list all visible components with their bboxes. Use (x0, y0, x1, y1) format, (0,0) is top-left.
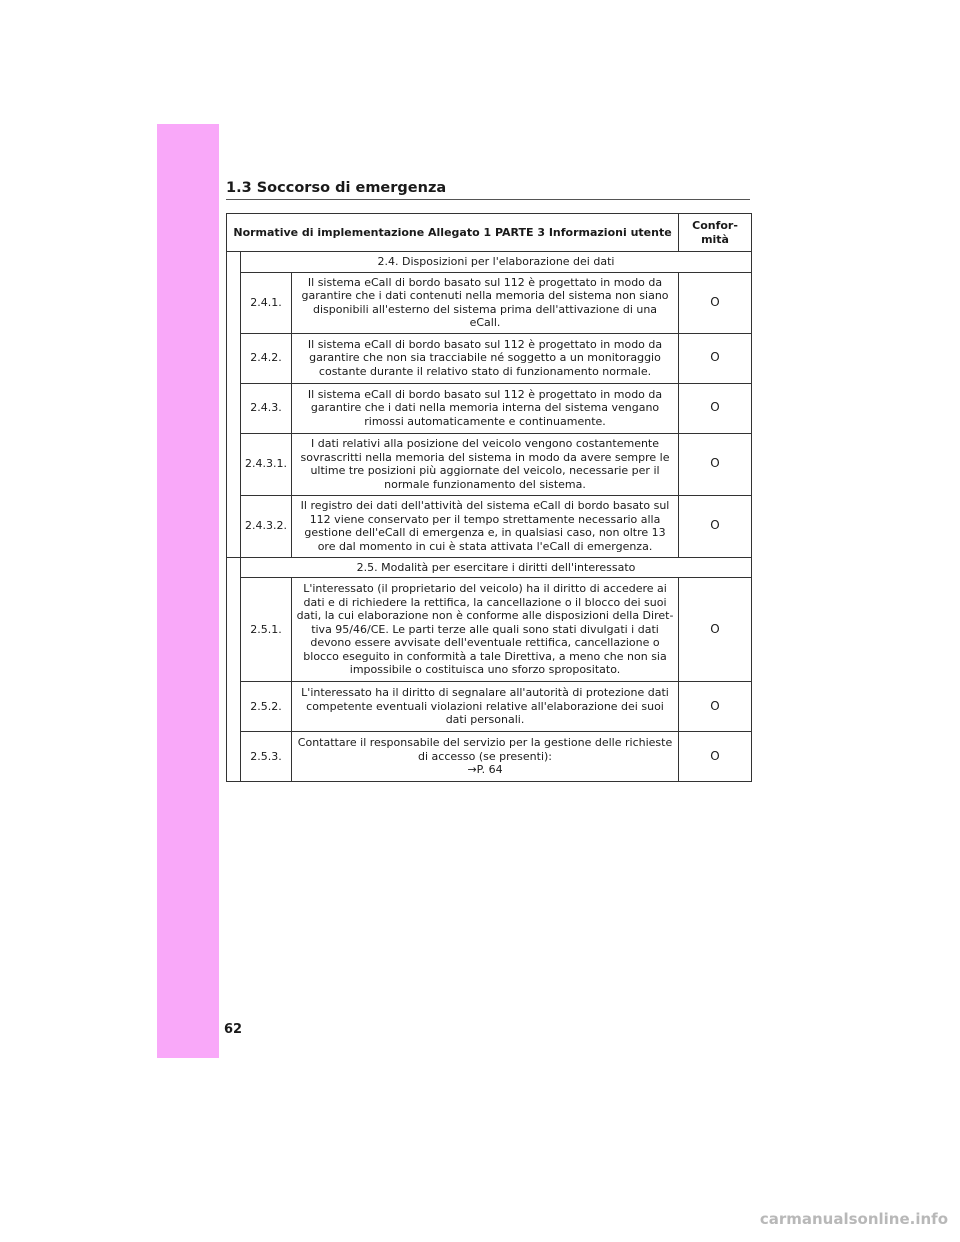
row-text-cell (292, 732, 679, 782)
table-header-row (227, 214, 752, 252)
header-norm: Normative di implementazione Allegato 1 PARTE 3 Informazioni utente (227, 214, 679, 252)
group-title: 2.4. Disposizioni per l'elaborazione dei dati (241, 252, 752, 273)
row-text: Il sistema eCall di bordo basato sul 112 è progettato in modo da garantire che non sia tracciabile né soggetto a un monitoraggio costante durante il relativo stato di funzionamento normale. (292, 333, 679, 383)
table-row (227, 578, 752, 682)
table-row (227, 333, 752, 383)
title-divider (226, 199, 750, 200)
row-conformity: O (679, 383, 752, 433)
row-text: Il sistema eCall di bordo basato sul 112 è progettato in modo da garantire che i dati contenuti nella memoria del sistema non siano disponibili all'esterno del sistema prima dell'attivazione di una eCall. (292, 272, 679, 333)
row-text: Il sistema eCall di bordo basato sul 112 è progettato in modo da garantire che i dati nella memoria interna del sistema vengano rimossi automaticamente e continuamente. (292, 383, 679, 433)
row-text: Il registro dei dati dell'attività del sistema eCall di bordo basato sul 112 viene conservato per il tempo strettamente necessario alla gestione dell'eCall di emergenza e, in qualsiasi caso, non oltre 13 ore dal momento in cui è stata attivata l'eCall di emergenza. (292, 495, 679, 557)
row-conformity: O (679, 495, 752, 557)
table-row (227, 272, 752, 333)
table-row (227, 732, 752, 782)
row-text: L'interessato ha il diritto di segnalare all'autorità di protezione dati competente eventuali violazioni relative all'elaborazione dei suoi dati personali. (292, 682, 679, 732)
normative-table (226, 213, 752, 782)
page-number: 62 (224, 1022, 243, 1037)
group-title-row (227, 252, 752, 273)
section-title: 1.3 Soccorso di emergenza (226, 180, 447, 196)
row-number: 2.4.3.1. (241, 433, 292, 495)
table-row (227, 682, 752, 732)
watermark: carmanualsonline.info (759, 1210, 948, 1228)
row-number: 2.4.3. (241, 383, 292, 433)
chapter-color-band (157, 124, 219, 1058)
header-conformity: Confor- mità (679, 214, 752, 252)
row-number: 2.4.1. (241, 272, 292, 333)
row-conformity: O (679, 682, 752, 732)
row-text: Contattare il responsabile del servizio per la gestione delle richieste di accesso (se presenti): (297, 736, 673, 763)
group-title-row (227, 557, 752, 578)
group-indent-cell (227, 557, 241, 782)
row-number: 2.5.1. (241, 578, 292, 682)
row-text: L'interessato (il proprietario del veicolo) ha il diritto di accedere ai dati e di richiedere la rettifica, la cancellazione o il blocco dei suoi dati, la cui elaborazione non è conforme alle disposizioni della Diret-tiva 95/46/CE. Le parti terze alle quali sono stati divulgati i dati devono essere avvisate dell'eventuale rettifica, cancellazione o blocco eseguito in conformità a tale Direttiva, a meno che non sia impossibile o costituisca uno sforzo spropositato. (292, 578, 679, 682)
row-conformity: O (679, 732, 752, 782)
row-conformity: O (679, 272, 752, 333)
row-number: 2.4.3.2. (241, 495, 292, 557)
table-row (227, 383, 752, 433)
row-number: 2.5.3. (241, 732, 292, 782)
table-row (227, 495, 752, 557)
row-conformity: O (679, 333, 752, 383)
row-number: 2.5.2. (241, 682, 292, 732)
row-text: I dati relativi alla posizione del veicolo vengono costantemente sovrascritti nella memoria del sistema in modo da avere sempre le ultime tre posizioni più aggiornate del veicolo, necessarie per il normale funzionamento del sistema. (292, 433, 679, 495)
group-title: 2.5. Modalità per esercitare i diritti dell'interessato (241, 557, 752, 578)
table-row (227, 433, 752, 495)
row-number: 2.4.2. (241, 333, 292, 383)
row-conformity: O (679, 578, 752, 682)
group-indent-cell (227, 252, 241, 558)
page-reference-link[interactable]: →P. 64 (467, 763, 503, 777)
row-conformity: O (679, 433, 752, 495)
